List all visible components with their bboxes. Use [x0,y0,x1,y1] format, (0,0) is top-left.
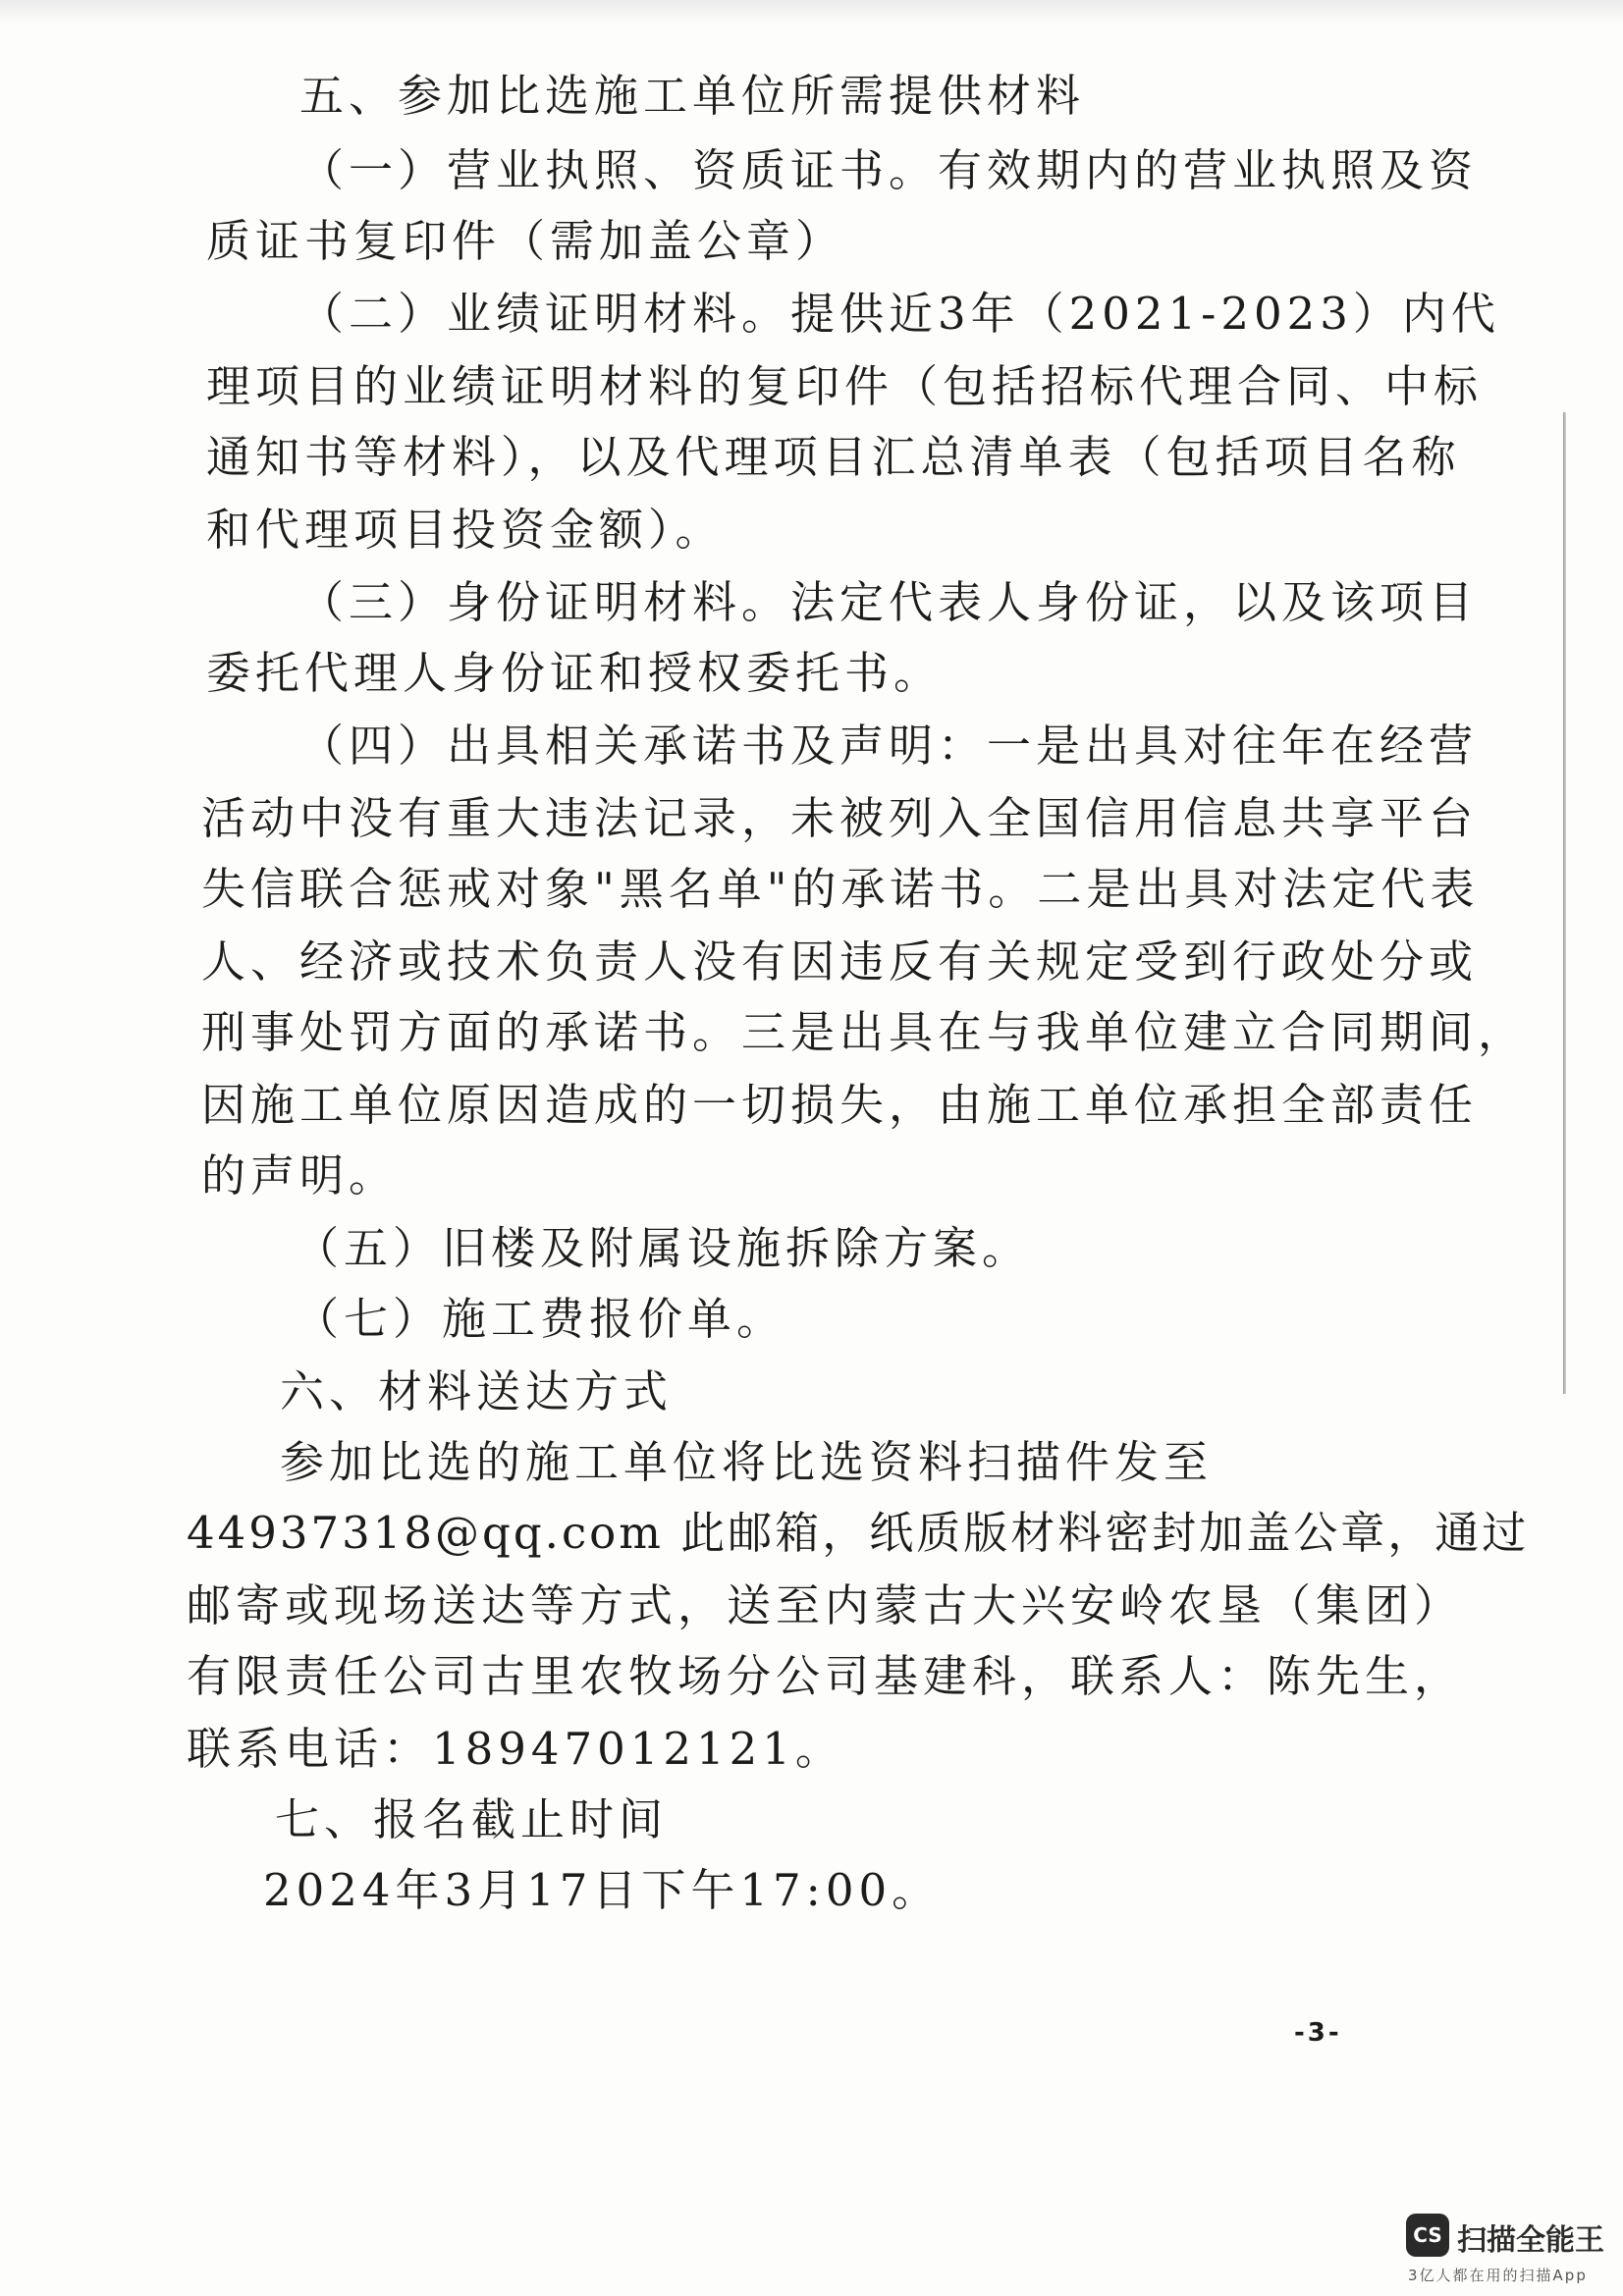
deadline-line: 2024年3月17日下午17:00。 [263,1864,942,1916]
paragraph-line: 通知书等材料），以及代理项目汇总清单表（包括项目名称 [206,431,1461,483]
scanner-watermark [1406,2214,1612,2292]
scan-edge-mark [1563,412,1566,1394]
paragraph-line: 参加比选的施工单位将比选资料扫描件发至 [280,1436,1214,1488]
paragraph-line: （四）出具相关承诺书及声明：一是出具对往年在经营 [299,720,1479,772]
camscanner-logo-icon: CS [1406,2214,1449,2257]
paragraph-line: 人、经济或技术负责人没有因违反有关规定受到行政处分或 [201,935,1479,988]
scan-top-shadow [0,0,1623,26]
watermark-app-name: 扫描全能王 [1457,2223,1604,2258]
section-heading-6: 六、材料送达方式 [280,1365,674,1417]
paragraph-line-phone: 联系电话：18947012121。 [187,1723,844,1775]
paragraph-line: 和代理项目投资金额）。 [206,504,725,556]
paragraph-line: 委托代理人身份证和授权委托书。 [206,647,944,699]
paragraph-line: 的声明。 [201,1149,399,1201]
section-heading-7: 七、报名截止时间 [275,1793,669,1845]
paragraph-line-email: 44937318@qq.com 此邮箱，纸质版材料密封加盖公章，通过 [187,1507,1530,1559]
watermark-slogan: 3亿人都在用的扫描App [1408,2267,1588,2284]
paragraph-line: 邮寄或现场送达等方式，送至内蒙古大兴安岭农垦（集团） [187,1579,1464,1631]
paragraph-line: 活动中没有重大违法记录，未被列入全国信用信息共享平台 [201,792,1479,844]
paragraph-line: （七）施工费报价单。 [295,1293,786,1345]
paragraph-line: （二）业绩证明材料。提供近3年（2021-2023）内代 [299,288,1500,340]
paragraph-line: （一）营业执照、资质证书。有效期内的营业执照及资 [299,144,1479,196]
paragraph-line: （三）身份证明材料。法定代表人身份证，以及该项目 [299,576,1479,628]
paragraph-line: 有限责任公司古里农牧场分公司基建科，联系人：陈先生， [187,1650,1464,1702]
page-number: -3- [1294,2018,1342,2048]
paragraph-line: 因施工单位原因造成的一切损失，由施工单位承担全部责任 [201,1079,1479,1131]
paragraph-line: 刑事处罚方面的承诺书。三是出具在与我单位建立合同期间， [201,1006,1528,1058]
paragraph-line: 质证书复印件（需加盖公章） [206,215,845,267]
paragraph-line: 失信联合惩戒对象"黑名单"的承诺书。二是出具对法定代表 [201,863,1480,915]
paragraph-line: （五）旧楼及附属设施拆除方案。 [295,1222,1032,1274]
section-heading-5: 五、参加比选施工单位所需提供材料 [299,70,1086,122]
paragraph-line: 理项目的业绩证明材料的复印件（包括招标代理合同、中标 [206,360,1484,412]
